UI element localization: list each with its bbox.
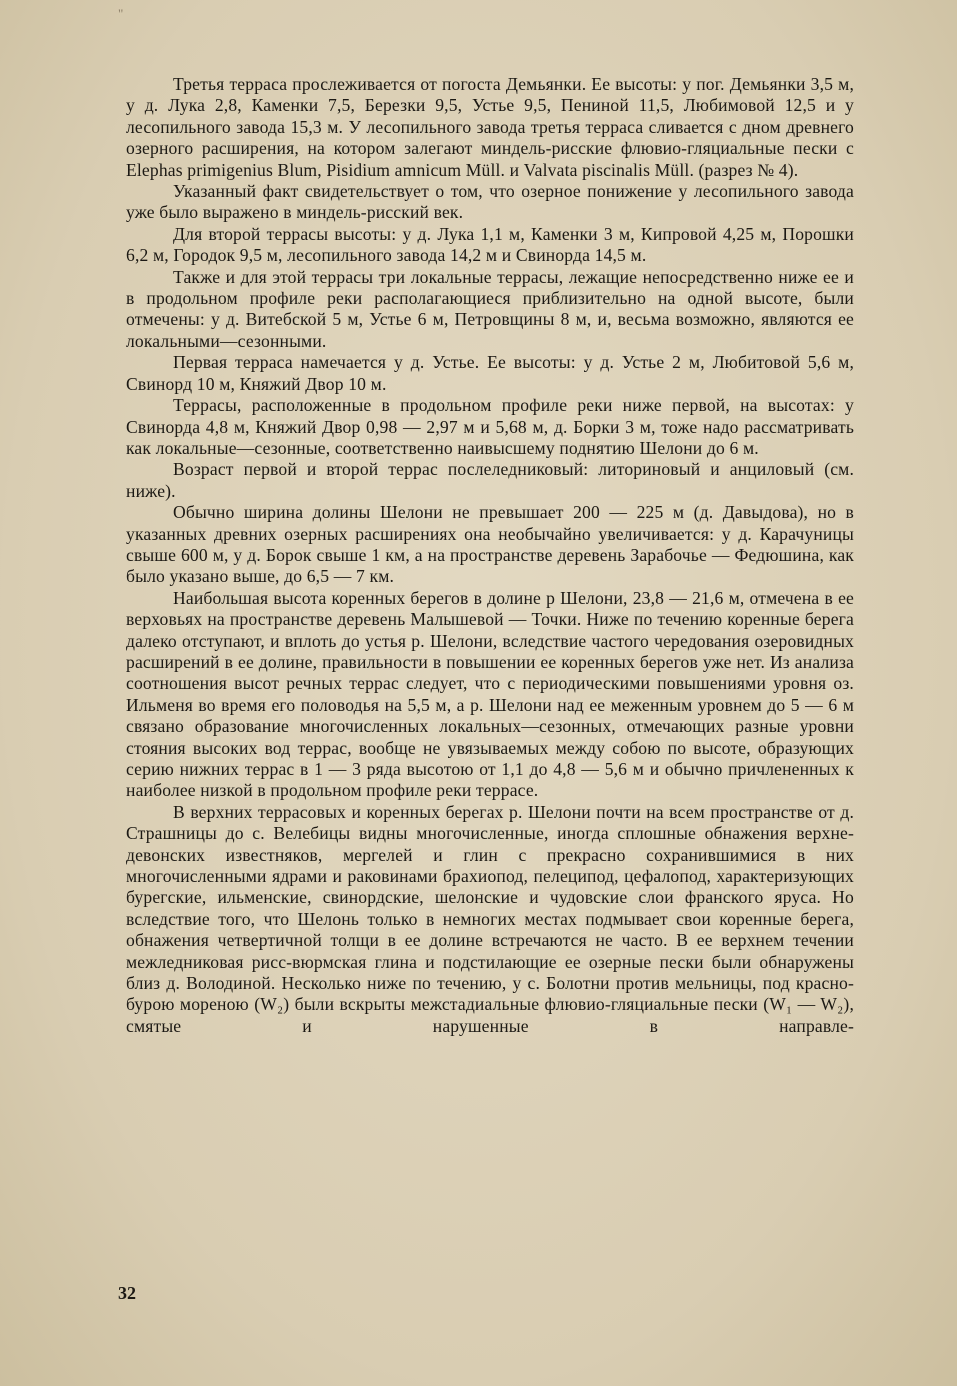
paragraph-bank-height: Наибольшая высота коренных берегов в долине р Шелони, 23,8 — 21,6 м, отмечена в ее верховьях на пространстве деревень Малышевой — Точки. Ниже по течению коренные берега далеко отступают, и вплоть до устья р. Шелони, вследствие частого чередования озеровидных расширений в ее долине, правильности в повышении ее коренных берегов уже нет. Из анализа соотношения высот речных террас следует, что с периодическими повышениями уровня оз. Ильменя во время его половодья на 5,5 м, а р. Шелони над ее меженным уровнем до 5 — 6 м связано образование многочисленных локальных—сезонных, отмечающих разные уровни стояния высоких вод террас, вообще не увязываемых между собою по высоте, образующих серию нижних террас в 1 — 3 ряда высотою от 1,1 до 4,8 — 5,6 м и обычно причлененных к наиболее низкой в продольном профиле реки террасе. — [126, 587, 854, 801]
body-text — [126, 74, 854, 1037]
paragraph-third-terrace: Третья терраса прослеживается от погоста Демьянки. Ее высоты: у пог. Демьянки 3,5 м, у д. Лука 2,8, Каменки 7,5, Березки 9,5, Устье 9,5, Пениной 11,5, Любимовой 12,5 и у лесопильного завода 15,3 м. У лесопильного завода третья терраса сливается с дном древнего озерного расширения, на котором залегают миндель-рисские флювио-гляциальные пески с Elephas primigenius Blum, Pisidium amnicum Müll. и Valvata piscinalis Müll. (разрез № 4). — [126, 74, 854, 180]
paragraph-second-terrace: Для второй террасы высоты: у д. Лука 1,1 м, Каменки 3 м, Кипровой 4,25 м, Порошки 6,2 м, Городок 9,5 м, лесопильного завода 14,2 м и Свинорда 14,5 м. — [126, 223, 854, 266]
paragraph-lake-depression: Указанный факт свидетельствует о том, что озерное понижение у лесопильного завода уже было выражено в миндель-рисский век. — [126, 181, 854, 223]
page-mark: " — [118, 6, 124, 21]
paragraph-local-terraces: Также и для этой террасы три локальные террасы, лежащие непосредственно ниже ее и в продольном профиле реки располагающиеся приблизительно на одной высоте, были отмечены: у д. Витебской 5 м, Устье 6 м, Петровщины 8 м, и, весьма возможно, являются ее локальными—сезонными. — [126, 266, 854, 351]
paragraph-first-terrace: Первая терраса намечается у д. Устье. Ее высоты: у д. Устье 2 м, Любитовой 5,6 м, Свинорд 10 м, Княжий Двор 10 м. — [126, 352, 854, 394]
page-number: 32 — [118, 1283, 136, 1303]
paragraph-lower-terraces: Террасы, расположенные в продольном профиле реки ниже первой, на высотах: у Свинорда 4,8 м, Княжий Двор 0,98 — 2,97 м и 5,68 м, д. Борки 3 м, тоже надо рассматривать как локальные—сезонные, соответственно наивысшему поднятию Шелони до 6 м. — [126, 395, 854, 458]
paragraph-terrace-age: Возраст первой и второй террас послеледниковый: литориновый и анциловый (см. ниже). — [126, 459, 854, 501]
paragraph-exposures: В верхних террасовых и коренных берегах р. Шелони почти на всем пространстве от д. Страшницы до с. Велебицы видны многочисленные, иногда сплошные обнажения верхне-девонских известняков, мергелей и глин с прекрасно сохранившимися в них многочисленными ядрами и раковинами брахиопод, пелеципод, цефалопод, характеризующих бурегские, ильменские, свинордские, шелонские и чудовские слои франского яруса. Но вследствие того, что Шелонь только в немногих местах подмывает свои коренные берега, обнажения четвертичной толщи в ее долине встречаются не часто. В ее верхнем течении межледниковая рисс-вюрмская глина и подстилающие ее озерные пески были обнаружены близ д. Володиной. Несколько ниже по течению, у с. Болотни против мельницы, под красно-бурою мореною (W₂) были вскрыты межстадиальные флювио-гляциальные пески (W₁ — W₂), смятые и нарушенные в направле- — [126, 801, 854, 1036]
paragraph-valley-width: Обычно ширина долины Шелони не превышает 200 — 225 м (д. Давыдова), но в указанных древних озерных расширениях она необычайно увеличивается: у д. Карачуницы свыше 600 м, у д. Борок свыше 1 км, а на пространстве деревень Зарабочье — Федюшина, как было указано выше, до 6,5 — 7 км. — [126, 502, 854, 587]
